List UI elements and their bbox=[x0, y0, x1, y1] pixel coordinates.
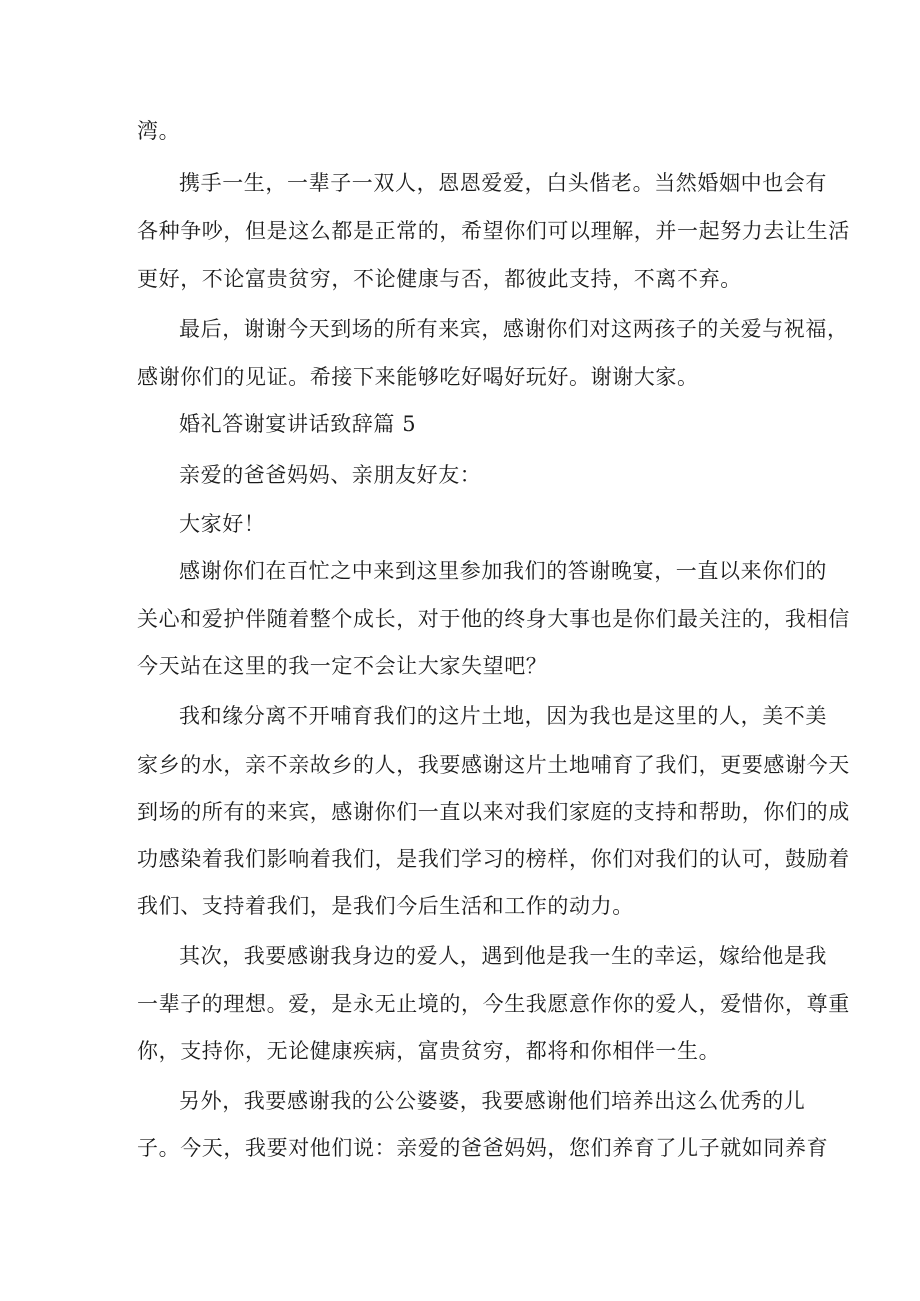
paragraph-line: 最后，谢谢今天到场的所有来宾，感谢你们对这两孩子的关爱与祝福， bbox=[179, 317, 849, 341]
paragraph-line: 子。今天，我要对他们说：亲爱的爸爸妈妈，您们养育了儿子就如同养育 bbox=[137, 1136, 829, 1160]
paragraph-line: 携手一生，一辈子一双人，恩恩爱爱，白头偕老。当然婚姻中也会有 bbox=[179, 171, 827, 195]
greeting-line: 大家好！ bbox=[179, 512, 266, 536]
paragraph-line: 各种争吵，但是这么都是正常的，希望你们可以理解，并一起努力去让生活 bbox=[137, 219, 850, 243]
text-line-continuation: 湾。 bbox=[137, 119, 181, 143]
paragraph-line: 到场的所有的来宾，感谢你们一直以来对我们家庭的支持和帮助，你们的成 bbox=[137, 800, 850, 824]
section-heading: 婚礼答谢宴讲话致辞篇 5 bbox=[179, 412, 417, 436]
paragraph-line: 感谢你们的见证。希接下来能够吃好喝好玩好。谢谢大家。 bbox=[137, 365, 699, 389]
paragraph-line: 家乡的水，亲不亲故乡的人，我要感谢这片土地哺育了我们，更要感谢今天 bbox=[137, 753, 850, 777]
paragraph-line: 我们、支持着我们，是我们今后生活和工作的动力。 bbox=[137, 894, 634, 918]
salutation-line: 亲爱的爸爸妈妈、亲朋友好友： bbox=[179, 463, 482, 487]
paragraph-line: 功感染着我们影响着我们，是我们学习的榜样，你们对我们的认可，鼓励着 bbox=[137, 847, 850, 871]
paragraph-line: 今天站在这里的我一定不会让大家失望吧？ bbox=[137, 654, 548, 678]
paragraph-line: 另外，我要感谢我的公公婆婆，我要感谢他们培养出这么优秀的儿 bbox=[179, 1089, 806, 1113]
paragraph-line: 一辈子的理想。爱，是永无止境的，今生我愿意作你的爱人，爱惜你，尊重 bbox=[137, 992, 850, 1016]
paragraph-line: 感谢你们在百忙之中来到这里参加我们的答谢晚宴，一直以来你们的 bbox=[179, 559, 827, 583]
paragraph-line: 关心和爱护伴随着整个成长，对于他的终身大事也是你们最关注的，我相信 bbox=[137, 607, 850, 631]
paragraph-line: 你，支持你，无论健康疾病，富贵贫穷，都将和你相伴一生。 bbox=[137, 1039, 721, 1063]
paragraph-line: 我和缘分离不开哺育我们的这片土地，因为我也是这里的人，美不美 bbox=[179, 704, 827, 728]
paragraph-line: 其次，我要感谢我身边的爱人，遇到他是我一生的幸运，嫁给他是我 bbox=[179, 944, 827, 968]
paragraph-line: 更好，不论富贵贫穷，不论健康与否，都彼此支持，不离不弃。 bbox=[137, 267, 742, 291]
